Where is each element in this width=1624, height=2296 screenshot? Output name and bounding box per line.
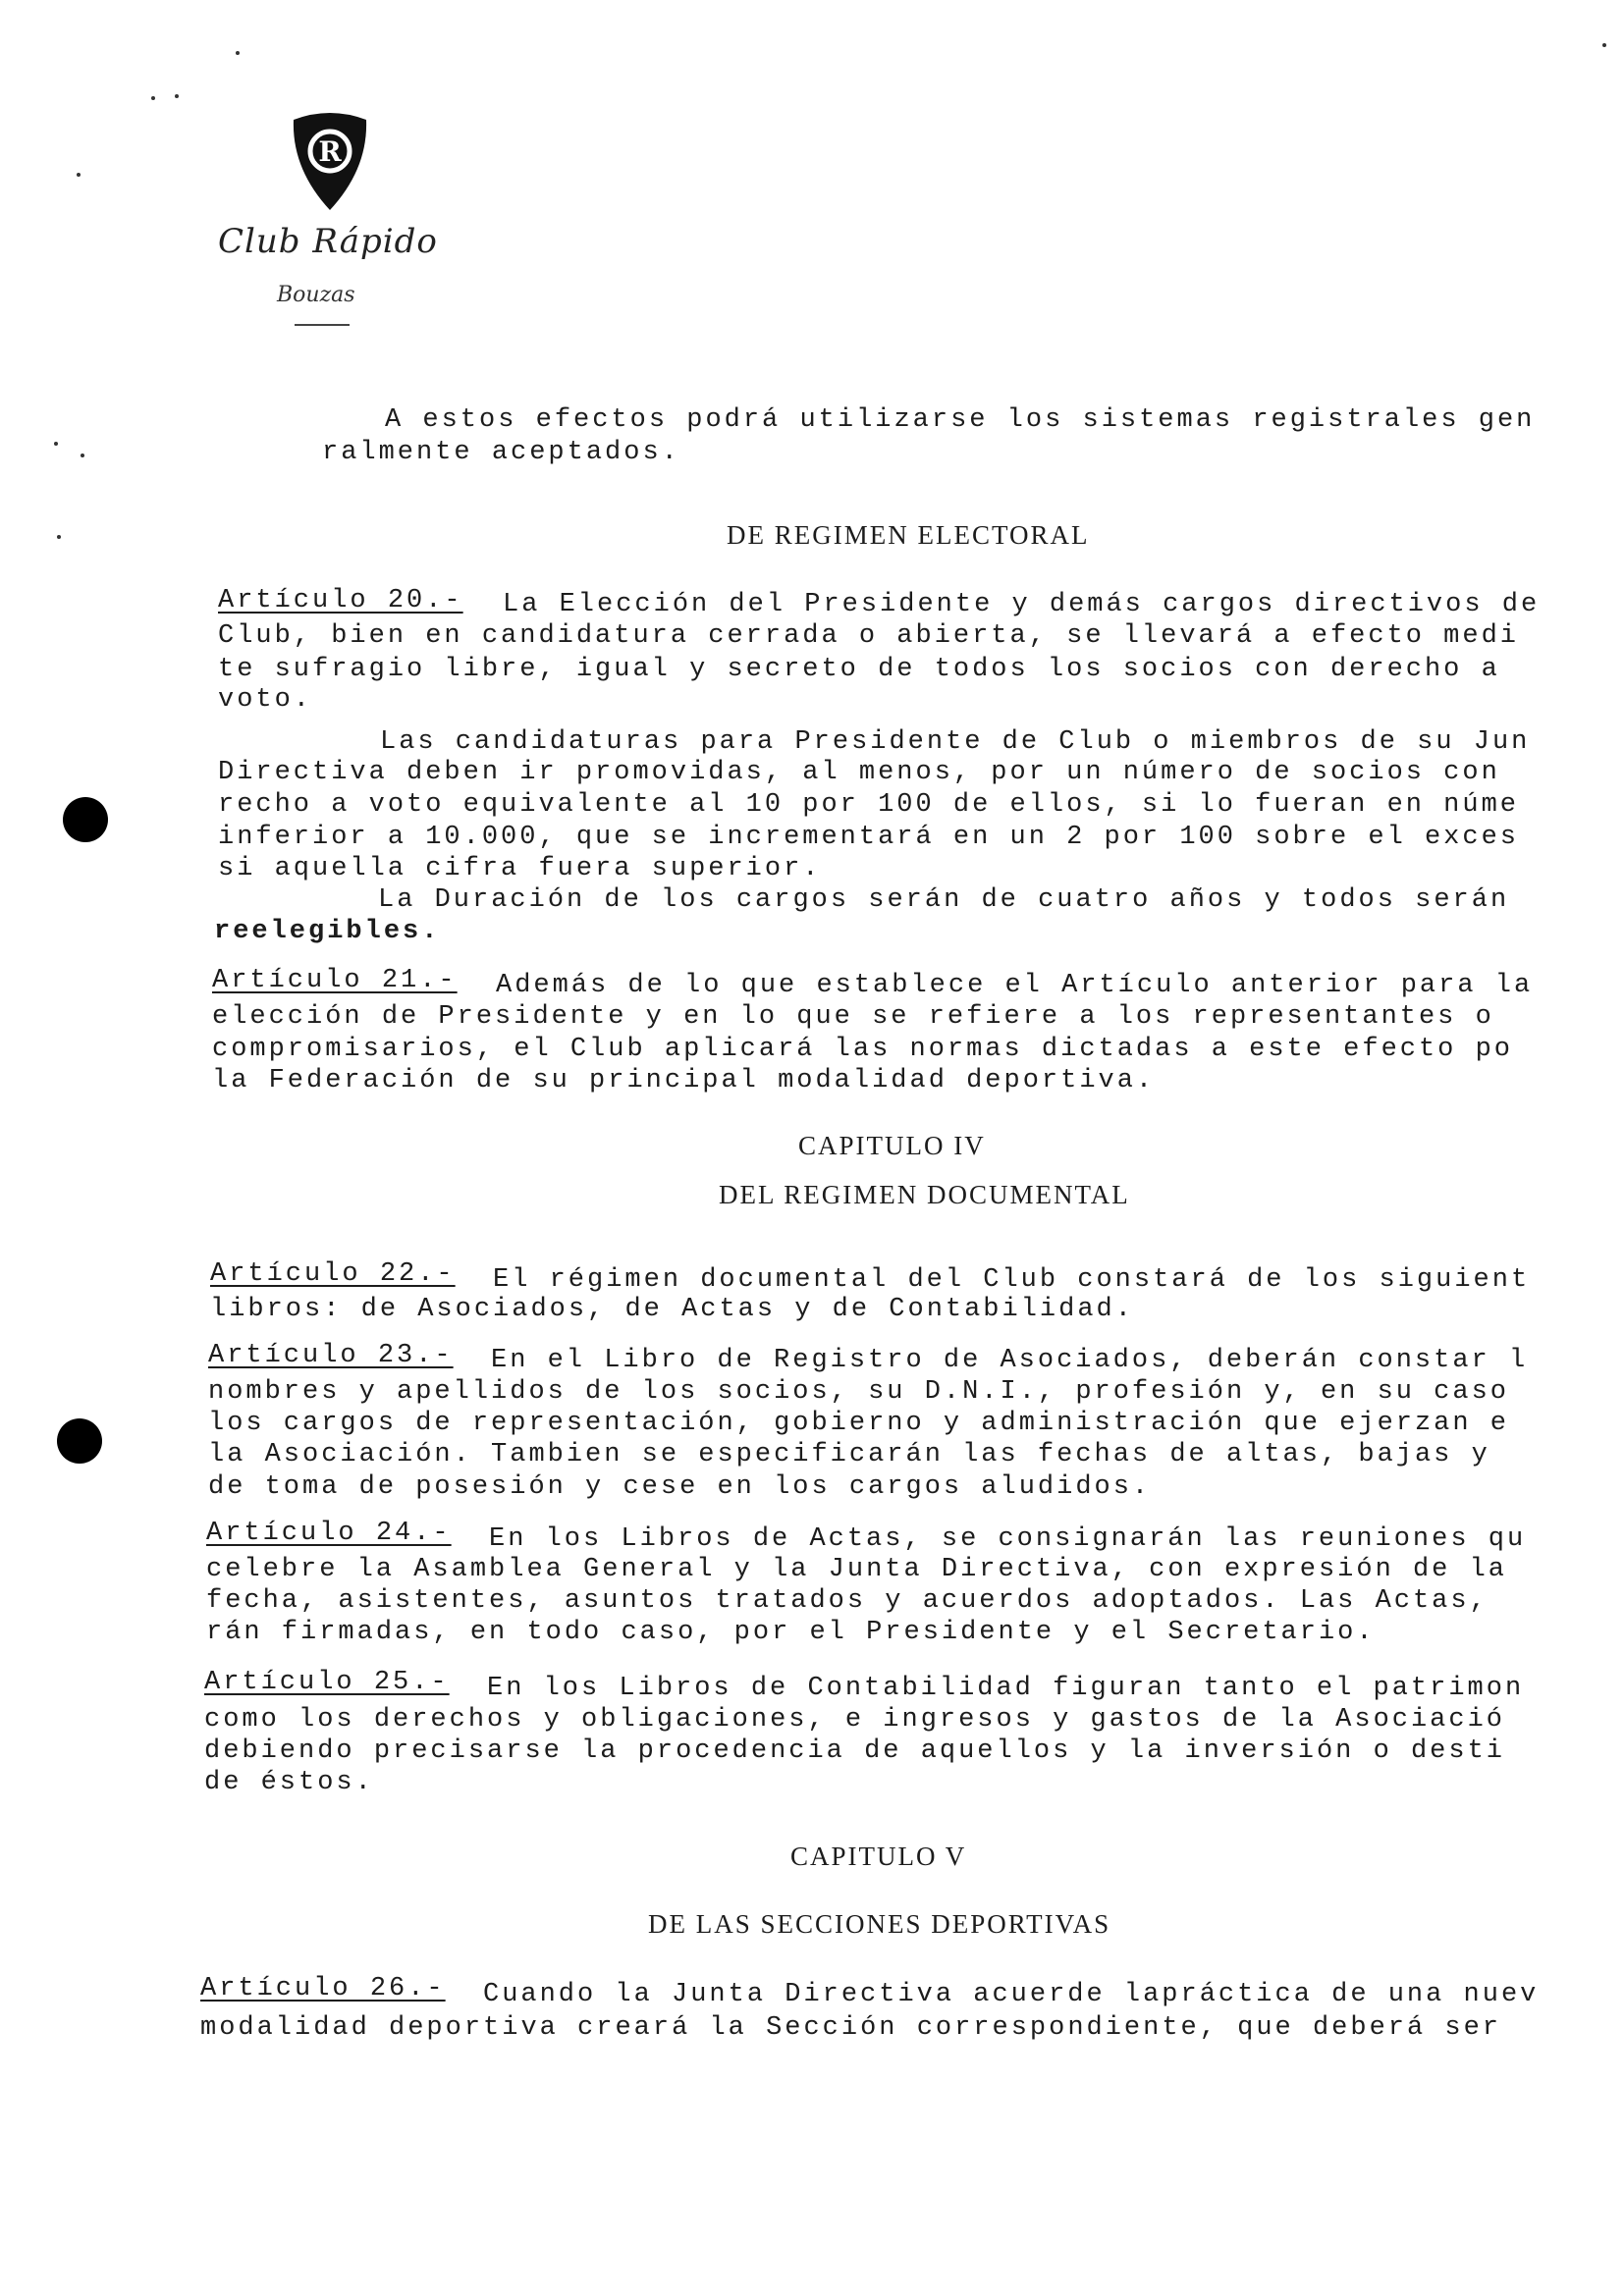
article-label: Artículo 21.-: [212, 966, 458, 995]
club-name: Club Rápido: [218, 222, 438, 261]
text-line: te sufragio libre, igual y secreto de todos los socios con derecho a: [218, 655, 1500, 684]
speck: [175, 94, 179, 98]
text-line: modalidad deportiva creará la Sección correspondiente, que deberá ser: [200, 2013, 1501, 2043]
text-line: recho a voto equivalente al 10 por 100 de ellos, si lo fueran en núme: [218, 790, 1519, 820]
text-line: si aquella cifra fuera superior.: [218, 854, 822, 883]
text-line: celebre la Asamblea General y la Junta Directiva, con expresión de la: [206, 1555, 1507, 1584]
text-line: ralmente aceptados.: [322, 438, 680, 467]
text-line: Las candidaturas para Presidente de Club o miembros de su Jun: [380, 727, 1531, 757]
text-line: El régimen documental del Club constará de los siguient: [493, 1265, 1531, 1295]
article-label: Artículo 20.-: [218, 586, 463, 615]
speck: [54, 442, 58, 446]
text-line: inferior a 10.000, que se incrementará en un 2 por 100 sobre el exces: [218, 823, 1519, 852]
text-line: rán firmadas, en todo caso, por el Presidente y el Secretario.: [206, 1618, 1376, 1647]
speck: [81, 454, 84, 457]
text-line: compromisarios, el Club aplicará las normas dictadas a este efecto po: [212, 1035, 1513, 1064]
text-line: A estos efectos podrá utilizarse los sistemas registrales gen: [385, 405, 1536, 435]
text-line: elección de Presidente y en lo que se refiere a los representantes o: [212, 1002, 1494, 1032]
text-line: reelegibles.: [214, 917, 441, 946]
article-label: Artículo 24.-: [206, 1519, 452, 1548]
chapter-heading: CAPITULO V: [790, 1842, 967, 1871]
text-line: debiendo precisarse la procedencia de aquellos y la inversión o desti: [204, 1736, 1505, 1766]
text-line: Además de lo que establece el Artículo anterior para la: [496, 971, 1534, 1000]
text-line: La Duración de los cargos serán de cuatro años y todos serán: [378, 885, 1510, 915]
text-line: Cuando la Junta Directiva acuerde lapráctica de una nuev: [483, 1980, 1540, 2009]
article-label: Artículo 22.-: [210, 1259, 456, 1289]
text-line: Club, bien en candidatura cerrada o abierta, se llevará a efecto medi: [218, 621, 1519, 651]
club-crest-icon: [290, 110, 370, 212]
text-line: fecha, asistentes, asuntos tratados y acuerdos adoptados. Las Actas,: [206, 1586, 1489, 1616]
text-line: la Asociación. Tambien se especificarán las fechas de altas, bajas y: [208, 1440, 1490, 1469]
crest-letter: R: [318, 135, 342, 168]
text-line: voto.: [218, 685, 313, 715]
text-line: En el Libro de Registro de Asociados, deberán constar l: [491, 1346, 1529, 1375]
chapter-heading: CAPITULO IV: [798, 1131, 986, 1160]
speck: [151, 96, 155, 100]
text-line: de éstos.: [204, 1768, 374, 1797]
city-underline: [295, 324, 350, 326]
article-label: Artículo 23.-: [208, 1341, 454, 1370]
text-line: La Elección del Presidente y demás cargos directivos de: [503, 590, 1541, 619]
section-heading: DE REGIMEN ELECTORAL: [727, 520, 1090, 550]
article-label: Artículo 26.-: [200, 1974, 446, 2003]
text-line: En los Libros de Actas, se consignarán las reuniones qu: [489, 1524, 1527, 1554]
binder-hole-top: [63, 797, 108, 842]
speck: [57, 535, 61, 539]
article-label: Artículo 25.-: [204, 1668, 450, 1697]
text-line: libros: de Asociados, de Actas y de Contabilidad.: [210, 1295, 1134, 1324]
text-line: los cargos de representación, gobierno y administración que ejerzan e: [208, 1409, 1509, 1438]
speck: [1602, 43, 1606, 47]
text-line: En los Libros de Contabilidad figuran tanto el patrimon: [487, 1674, 1525, 1703]
text-line: como los derechos y obligaciones, e ingresos y gastos de la Asociació: [204, 1705, 1505, 1735]
text-line: la Federación de su principal modalidad deportiva.: [212, 1066, 1156, 1095]
binder-hole-bottom: [57, 1418, 102, 1464]
speck: [236, 51, 240, 55]
speck: [77, 173, 81, 177]
text-line: Directiva deben ir promovidas, al menos, por un número de socios con: [218, 758, 1500, 787]
text-line: de toma de posesión y cese en los cargos aludidos.: [208, 1472, 1152, 1502]
section-heading: DE LAS SECCIONES DEPORTIVAS: [648, 1909, 1111, 1939]
section-heading: DEL REGIMEN DOCUMENTAL: [719, 1180, 1130, 1209]
club-city: Bouzas: [277, 283, 355, 307]
text-line: nombres y apellidos de los socios, su D.N.I., profesión y, en su caso: [208, 1377, 1509, 1407]
